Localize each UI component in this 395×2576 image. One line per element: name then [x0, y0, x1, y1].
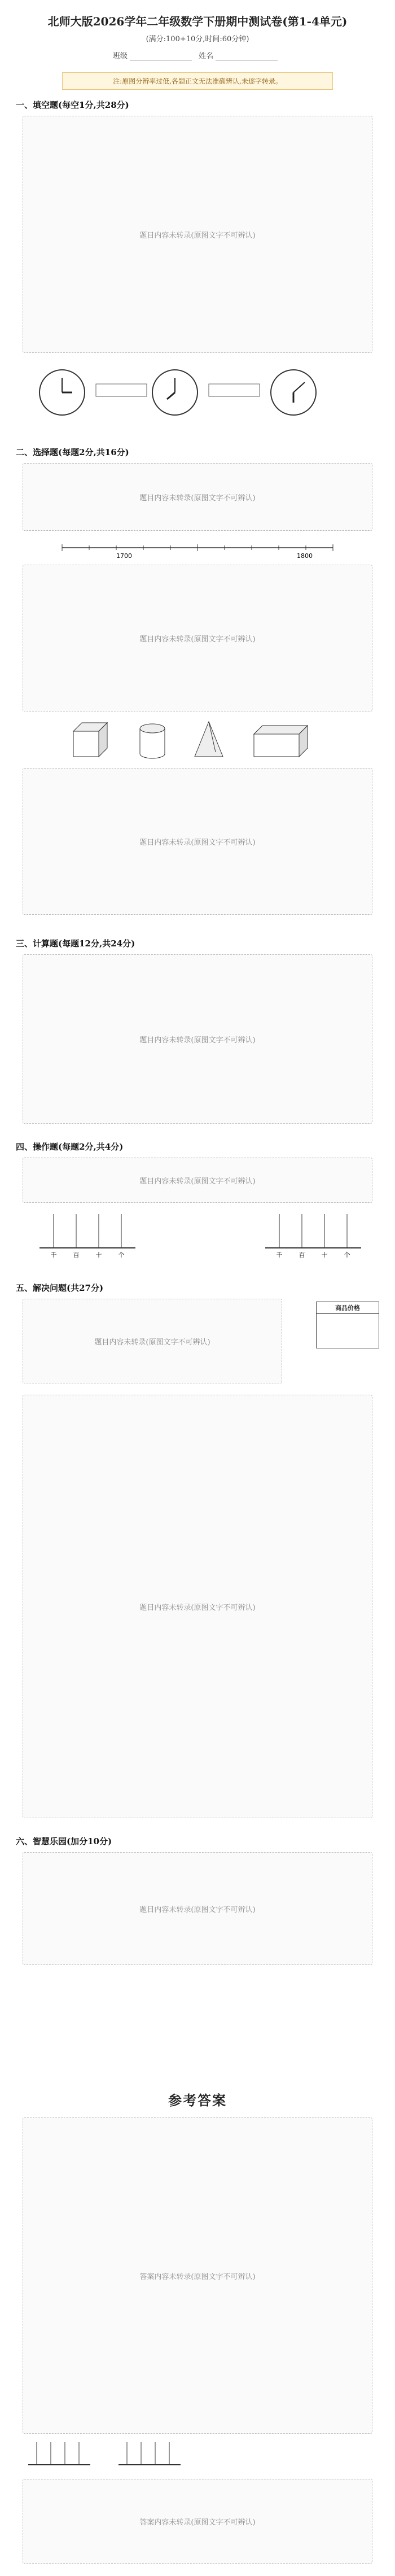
price-table-row-2 [317, 1325, 379, 1337]
section-heading-2: 二、选择题(每题2分,共16分) [16, 447, 129, 457]
clock-3 [271, 370, 316, 415]
clock-2 [152, 370, 198, 415]
abacus-right-label-3: 十 [321, 1251, 328, 1259]
section-body-2c: 题目内容未转录(原图文字不可辨认) [23, 768, 372, 915]
abacus-left-label-2: 百 [73, 1251, 80, 1259]
abacus-figure [34, 1208, 372, 1259]
solids-figure [68, 717, 327, 762]
section-body-3: 题目内容未转录(原图文字不可辨认) [23, 954, 372, 1124]
section-body-5a: 题目内容未转录(原图文字不可辨认) [23, 1299, 282, 1383]
answer-abacus-figure [23, 2439, 192, 2473]
abacus-right [265, 1214, 361, 1259]
section-heading-5: 五、解决问题(共27分) [16, 1283, 104, 1293]
price-table-title: 商品价格 [317, 1302, 379, 1314]
section-heading-3: 三、计算题(每题12分,共24分) [16, 938, 135, 949]
answers-body-2: 答案内容未转录(原图文字不可辨认) [23, 2479, 372, 2564]
abacus-left-label-1: 千 [50, 1251, 57, 1259]
clocks-figure [23, 361, 372, 423]
answers-body-1: 答案内容未转录(原图文字不可辨认) [23, 2117, 372, 2434]
cuboid-shape [254, 726, 308, 757]
section-body-1: 题目内容未转录(原图文字不可辨认) [23, 116, 372, 353]
section-body-5b: 题目内容未转录(原图文字不可辨认) [23, 1395, 372, 1818]
section-heading-4: 四、操作题(每题2分,共4分) [16, 1142, 124, 1152]
section-body-6: 题目内容未转录(原图文字不可辨认) [23, 1852, 372, 1965]
section-body-2b: 题目内容未转录(原图文字不可辨认) [23, 565, 372, 711]
paper-title: 北师大版2026学年二年级数学下册期中测试卷(第1-4单元) [47, 15, 348, 28]
transcription-notice: 注:原图分辨率过低,各题正文无法准确辨认,未逐字转录。 [62, 72, 333, 90]
abacus-left [40, 1214, 135, 1259]
cylinder-shape [140, 724, 165, 758]
section-heading-6: 六、智慧乐园(加分10分) [16, 1836, 112, 1846]
abacus-right-label-1: 千 [276, 1251, 283, 1259]
section-heading-1: 一、填空题(每空1分,共28分) [16, 100, 129, 110]
abacus-left-label-3: 十 [95, 1251, 102, 1259]
pyramid-shape [195, 722, 223, 757]
name-row [0, 50, 395, 60]
price-table-row-3 [317, 1337, 379, 1348]
price-table [316, 1302, 379, 1348]
abacus-left-label-4: 个 [118, 1251, 125, 1259]
abacus-right-label-4: 个 [344, 1251, 350, 1259]
ruler-value-2: 1800 [297, 552, 313, 559]
class-label: 班级 [112, 52, 128, 60]
section-body-2a: 题目内容未转录(原图文字不可辨认) [23, 463, 372, 531]
answers-heading: 参考答案 [168, 2092, 227, 2108]
clock-1 [40, 370, 85, 415]
number-line-figure [56, 536, 339, 559]
section-body-4: 题目内容未转录(原图文字不可辨认) [23, 1158, 372, 1203]
ruler-value-1: 1700 [116, 552, 132, 559]
paper-subinfo: (满分:100+10分,时间:60分钟) [146, 35, 249, 43]
cube-shape [73, 723, 107, 757]
price-table-row-1 [317, 1314, 379, 1325]
name-label: 姓名 [199, 52, 214, 60]
abacus-right-label-2: 百 [299, 1251, 305, 1259]
